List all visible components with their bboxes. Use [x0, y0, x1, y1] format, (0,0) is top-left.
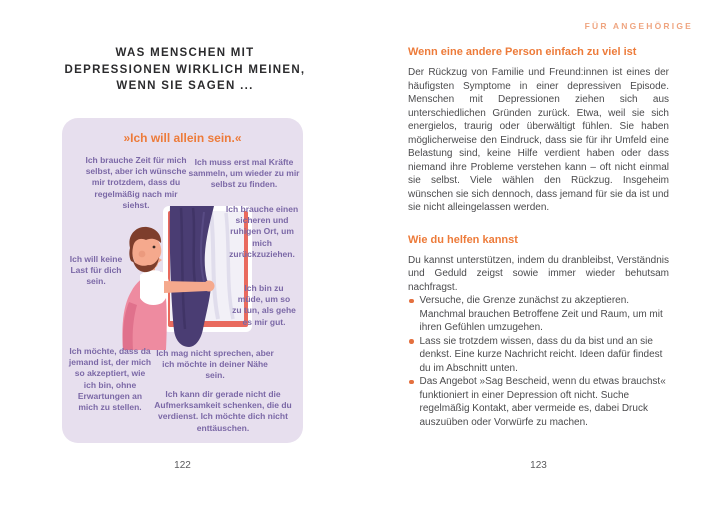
bullet-dot-icon — [409, 299, 414, 304]
chapter-title — [40, 45, 330, 95]
right-page — [408, 46, 669, 429]
bullet-dot-icon — [409, 380, 414, 385]
bullet-text: Lass sie trotzdem wissen, dass du da bist und an sie denkst. Eine kurze Nachricht reicht. Ideen dafür findest du im Abschnitt unten. — [419, 335, 663, 374]
title-line-2: DEPRESSIONEN WIRKLICH MEINEN, — [64, 63, 306, 76]
running-head: FÜR ANGEHÖRIGE — [584, 21, 693, 31]
title-line-3: WENN SIE SAGEN ... — [116, 80, 254, 92]
section-heading-1: Wenn eine andere Person einfach zu viel ist — [408, 46, 637, 58]
man-ear — [139, 251, 146, 258]
man-hand — [204, 281, 215, 292]
quote-bubble: Ich mag nicht sprechen, aber ich möchte in deiner Nähe sein. — [156, 348, 274, 381]
bullet-text: Das Angebot »Sag Bescheid, wenn du etwas brauchst« funktioniert in einer Depression oft nicht. Suche regelmäßig Kontakt, aber vermeide es, dabei Druck auszuüben oder Vorwürfe zu machen. — [419, 376, 666, 428]
quote-bubble: Ich bin zu müde, um so zu tun, als gehe es mir gut. — [232, 283, 296, 327]
page-number-right: 123 — [530, 460, 547, 471]
body-paragraph-1: Der Rückzug von Familie und Freund:innen ist eines der häufigsten Symptome in einer depressiven Episode. Menschen mit Depressionen ziehen sich aus unterschiedlichen Gründen zurück. Etwa, weil sie sich energielos, traurig oder überwältigt fühlen. Sie haben möglicherweise den Eindruck, dass sie für ihr Umfeld eine Belastung sind, keine Hilfe verdient haben oder dass niemand ihre Probleme verstehen kann – oft nicht einmal sie selbst. Viele wählen den Rückzug. Insgeheim wünschen sie sich dennoch, dass jemand für sie da ist und sie nicht alleingelassen werden. — [408, 67, 669, 213]
quote-bubble: Ich will keine Last für dich sein. — [69, 254, 123, 287]
bullet-item — [408, 294, 669, 335]
bullet-dot-icon — [409, 339, 414, 344]
quote-box-heading: »Ich will allein sein.« — [123, 131, 242, 145]
bullet-text: Versuche, die Grenze zunächst zu akzeptieren. Manchmal brauchen Betroffene Zeit und Raum, um mit ihren Gefühlen umzugehen. — [419, 295, 663, 333]
man-eye — [153, 246, 156, 249]
body-paragraph-2: Du kannst unterstützen, indem du dranbleibst, Verständnis und Geduld zeigst sowie immer wieder behutsam nachfragst. — [408, 254, 669, 293]
quote-bubble: Ich brauche Zeit für mich selbst, aber ich wünsche mir trotzdem, dass du regelmäßig nach mir siehst. — [85, 155, 187, 210]
quote-bubble: Ich möchte, dass da jemand ist, der mich so akzeptiert, wie ich bin, ohne Erwartungen an mich zu stellen. — [68, 346, 152, 413]
quote-bubble: Ich kann dir gerade nicht die Aufmerksamkeit schenken, die du verdienst. Ich möchte dich nicht enttäuschen. — [154, 389, 292, 433]
page-number-left: 122 — [174, 460, 191, 471]
bullet-item — [408, 335, 669, 376]
quote-bubble: Ich muss erst mal Kräfte sammeln, um wieder zu mir selbst zu finden. — [188, 157, 300, 190]
section-heading-2: Wie du helfen kannst — [408, 233, 518, 246]
quote-bubble: Ich brauche einen sicheren und ruhigen Ort, um mich zurückzuziehen. — [225, 204, 299, 259]
title-line-1: WAS MENSCHEN MIT — [115, 47, 255, 59]
help-bullet-list — [408, 294, 669, 429]
bullet-item — [408, 375, 669, 429]
man-arm — [164, 281, 207, 293]
quote-box — [62, 118, 303, 443]
